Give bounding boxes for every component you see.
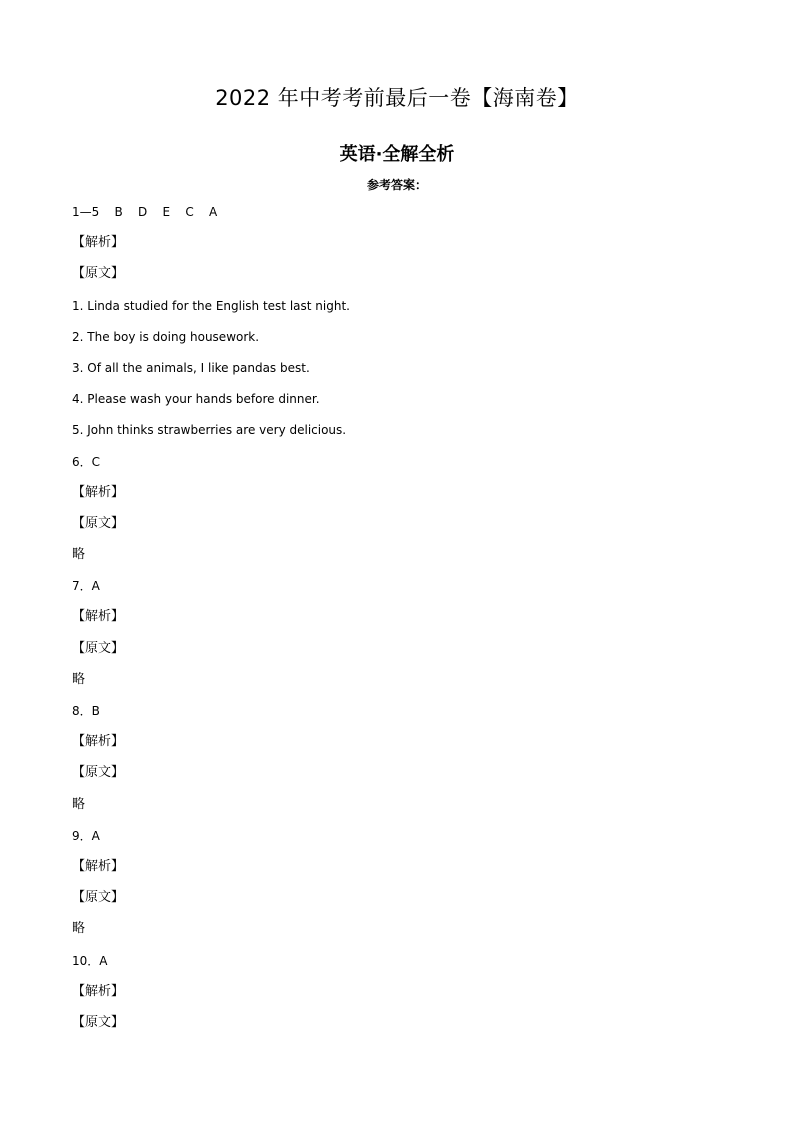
transcript-label: 【原文】 [72, 640, 125, 656]
transcript-sentence-3: 3. Of all the animals, I like pandas best. [72, 360, 310, 375]
analysis-label: 【解析】 [72, 235, 125, 251]
omitted-text: 略 [72, 547, 86, 563]
transcript-label: 【原文】 [72, 890, 125, 906]
transcript-label: 【原文】 [72, 515, 125, 531]
transcript-sentence-2: 2. The boy is doing housework. [72, 329, 260, 344]
answer-heading: 参考答案： [366, 178, 427, 192]
answer-content [72, 200, 722, 1042]
transcript-label: 【原文】 [72, 266, 125, 282]
transcript-label: 【原文】 [72, 1014, 125, 1030]
subtitle: 英语·全解全析 [339, 144, 455, 165]
transcript-label: 【原文】 [72, 765, 125, 781]
answer-9: 9．A [72, 828, 100, 843]
answer-8: 8．B [72, 704, 100, 718]
answer-6: 6．C [72, 454, 101, 469]
analysis-label: 【解析】 [72, 609, 125, 625]
omitted-text: 略 [72, 921, 86, 937]
answer-range-1-5: 1—5 B D E C A [72, 205, 218, 219]
omitted-text: 略 [72, 671, 86, 687]
analysis-label: 【解析】 [72, 484, 125, 500]
answer-7: 7．A [72, 579, 100, 594]
page-title: 2022 年中考考前最后一卷【海南卷】 [215, 86, 579, 110]
analysis-label: 【解析】 [72, 858, 125, 874]
analysis-label: 【解析】 [72, 734, 125, 750]
transcript-sentence-1: 1. Linda studied for the English test last night. [72, 298, 350, 313]
analysis-label: 【解析】 [72, 983, 125, 999]
omitted-text: 略 [72, 796, 86, 812]
transcript-sentence-4: 4. Please wash your hands before dinner. [72, 392, 320, 407]
transcript-sentence-5: 5. John thinks strawberries are very delicious. [72, 423, 347, 438]
answer-10: 10．A [72, 953, 108, 968]
